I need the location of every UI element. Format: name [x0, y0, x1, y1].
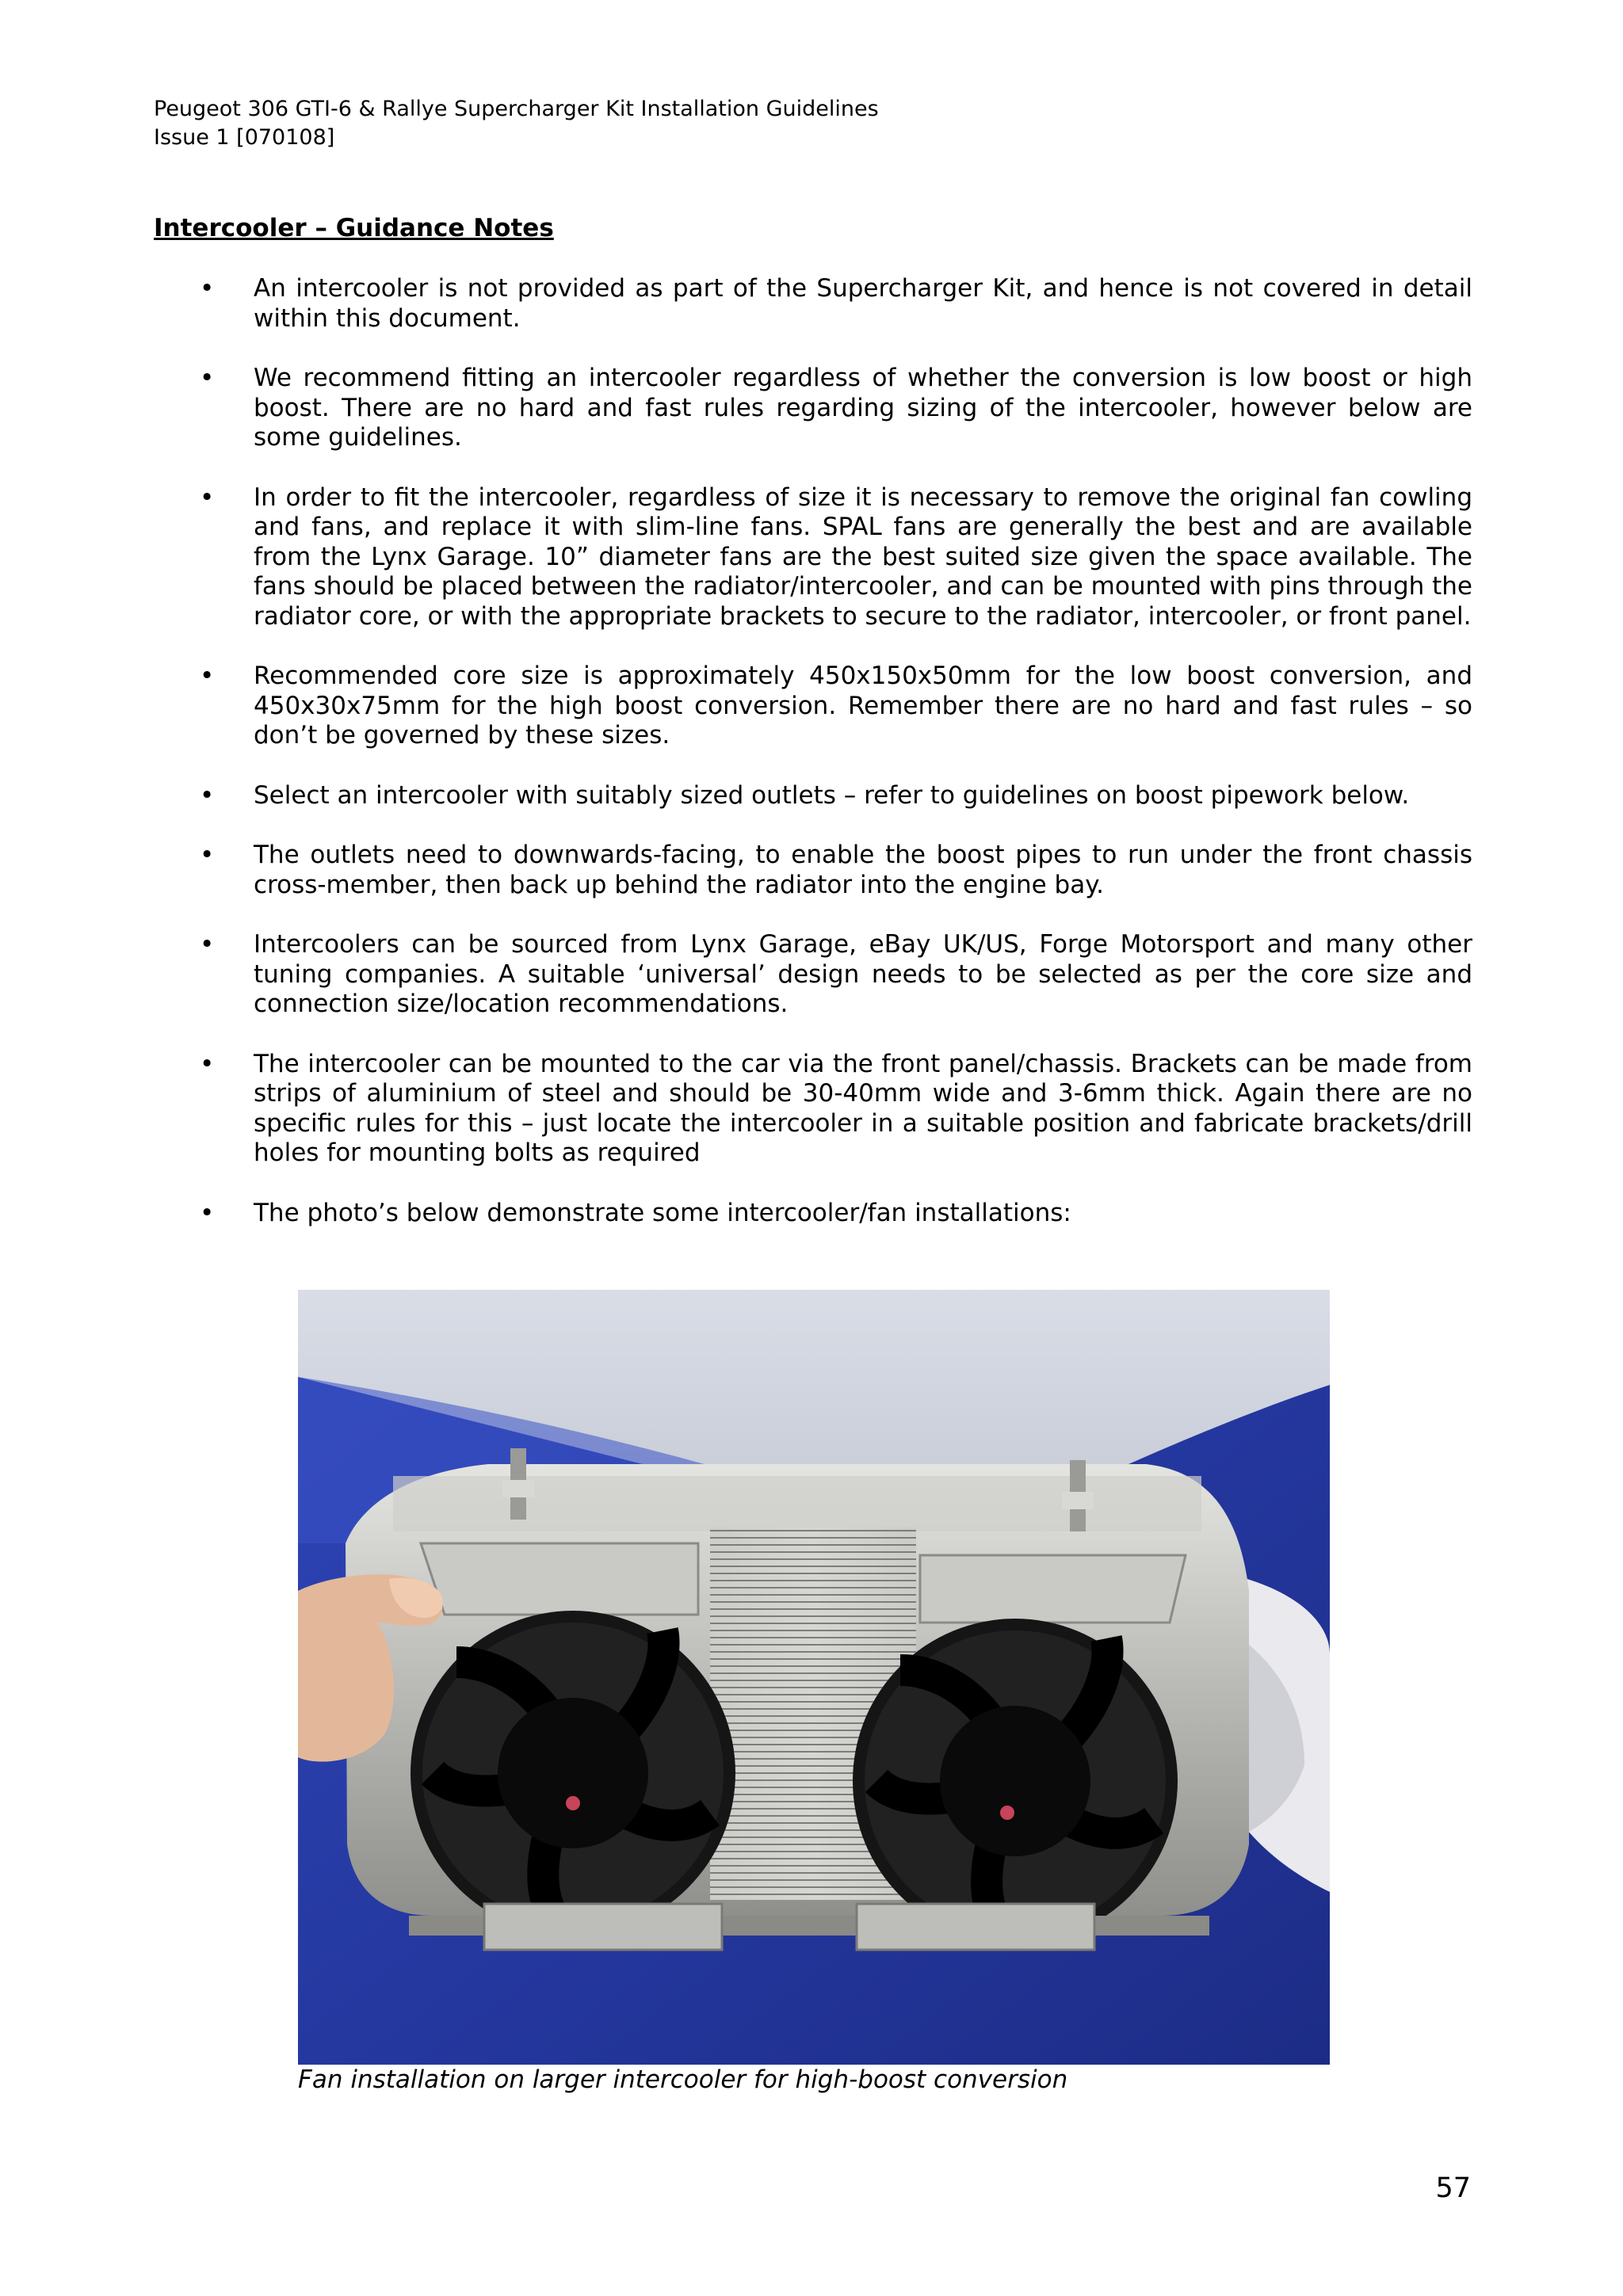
bullet-icon: •: [200, 274, 215, 303]
header-title: Peugeot 306 GTI-6 & Rallye Supercharger Kit Installation Guidelines: [154, 97, 879, 121]
bullet-text: An intercooler is not provided as part of the Supercharger Kit, and hence is not covered in detail within this document.: [254, 274, 1472, 333]
figure-caption: Fan installation on larger intercooler for high-boost conversion: [298, 2065, 1068, 2094]
bullet-icon: •: [200, 1049, 215, 1078]
bullet-text: The photo’s below demonstrate some intercooler/fan installations:: [254, 1198, 1071, 1227]
page-number: 57: [1435, 2172, 1471, 2204]
list-item: [200, 1050, 1472, 1169]
bullet-icon: •: [200, 662, 215, 690]
bullet-icon: •: [200, 841, 215, 869]
bullet-text: Select an intercooler with suitably sized outlets – refer to guidelines on boost pipework below.: [254, 780, 1410, 810]
bullet-icon: •: [200, 1198, 215, 1227]
intercooler-fan-photo: [298, 1290, 1330, 2065]
bullet-text: We recommend fitting an intercooler regardless of whether the conversion is low boost or high boost. There are no hard and fast rules regarding sizing of the intercooler, however below are some guidelines.: [254, 364, 1472, 452]
bullet-text: Intercoolers can be sourced from Lynx Garage, eBay UK/US, Forge Motorsport and many other tuning companies. A suitable ‘universal’ design needs to be selected as per the core size and connection size/location recommendations.: [254, 930, 1472, 1018]
list-item: [200, 662, 1472, 751]
list-item: [200, 841, 1472, 900]
header-issue: Issue 1 [070108]: [154, 125, 335, 150]
bullet-text: The outlets need to downwards-facing, to enable the boost pipes to run under the front chassis cross-member, then back up behind the radiator into the engine bay.: [254, 841, 1472, 899]
document-header: [154, 95, 879, 152]
list-item: [200, 781, 1472, 811]
bullet-text: In order to fit the intercooler, regardless of size it is necessary to remove the original fan cowling and fans, and replace it with slim-line fans. SPAL fans are generally the best and are available from the Lynx Garage. 10” diameter fans are the best suited size given the space available. The fans should be placed between the radiator/intercooler, and can be mounted with pins through the radiator core, or with the appropriate brackets to secure to the radiator, intercooler, or front panel.: [254, 482, 1472, 631]
bullet-icon: •: [200, 364, 215, 392]
list-item: [200, 483, 1472, 632]
list-item: [200, 364, 1472, 453]
bullet-icon: •: [200, 780, 215, 810]
bullet-icon: •: [200, 482, 215, 512]
guidance-bullet-list: [200, 274, 1472, 1258]
list-item: [200, 274, 1472, 334]
bullet-text: The intercooler can be mounted to the car via the front panel/chassis. Brackets can be made from strips of aluminium of steel and should be 30-40mm wide and 3-6mm thick. Again there are no specific rules for this – just locate the intercooler in a suitable position and fabricate brackets/drill holes for mounting bolts as required: [254, 1049, 1472, 1167]
list-item: [200, 930, 1472, 1020]
bullet-icon: •: [200, 930, 215, 959]
section-title: Intercooler – Guidance Notes: [154, 214, 554, 242]
list-item: [200, 1199, 1472, 1229]
bullet-text: Recommended core size is approximately 450x150x50mm for the low boost conversion, and 450x30x75mm for the high boost conversion. Remember there are no hard and fast rules – so don’t be governed by these sizes.: [254, 662, 1472, 749]
